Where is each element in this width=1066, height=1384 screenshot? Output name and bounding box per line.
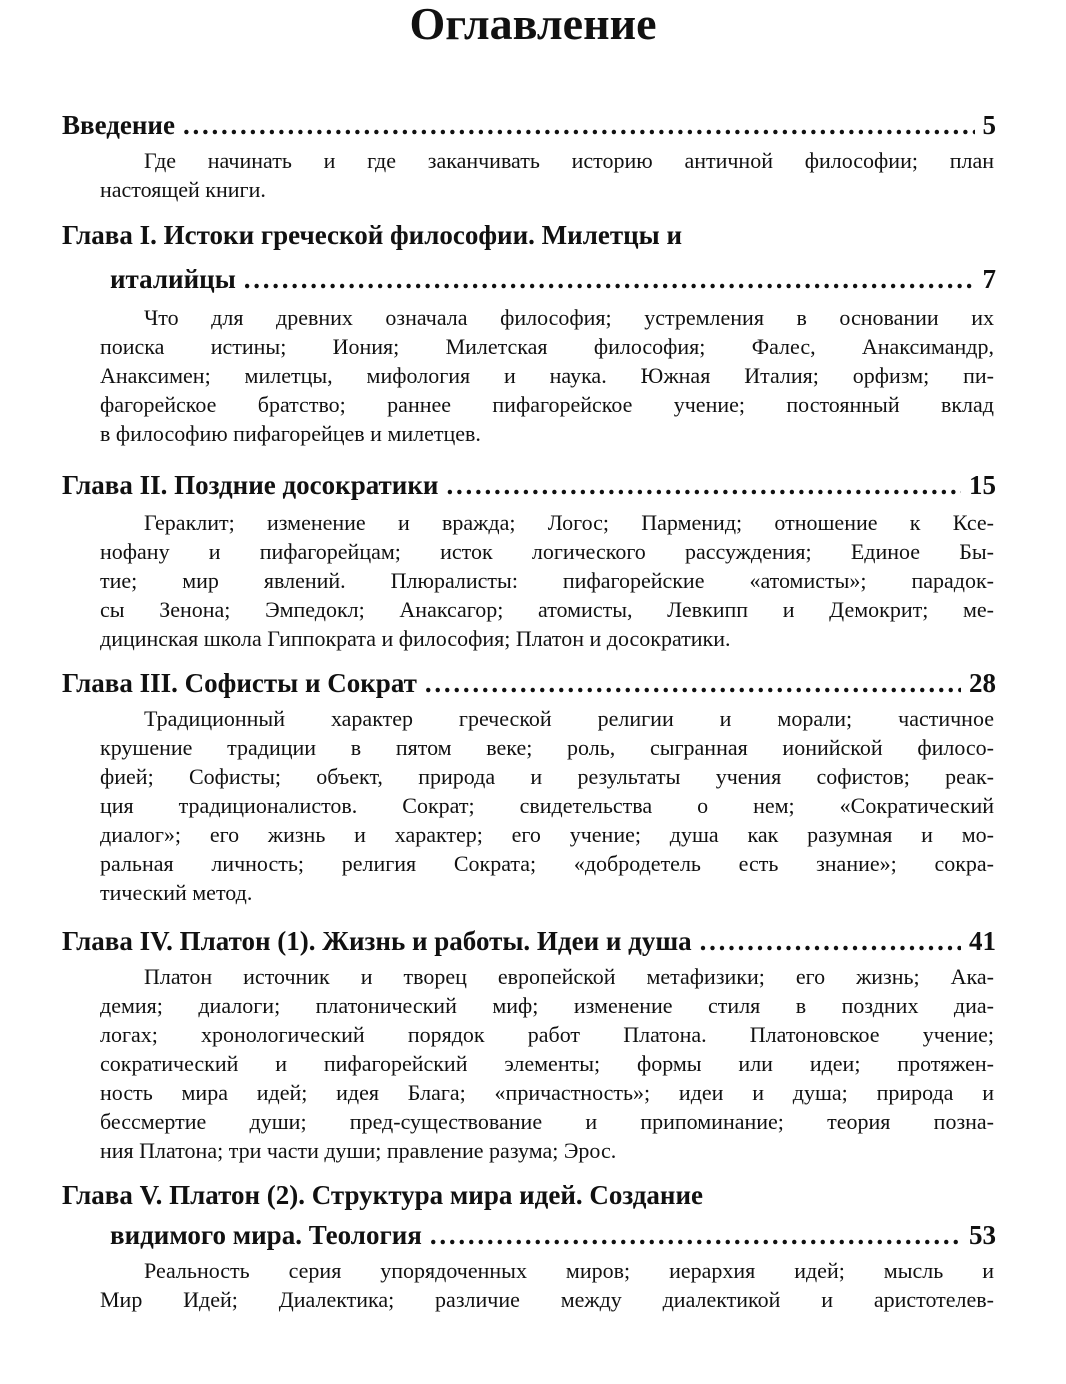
- dot-leader: [700, 924, 961, 958]
- dot-leader: [446, 468, 961, 502]
- toc-entry-ch2[interactable]: [62, 468, 996, 502]
- dot-leader: [425, 666, 961, 700]
- dot-leader: [430, 1218, 961, 1252]
- toc-entry-description: [100, 704, 994, 907]
- description-line: фагорейское братство; раннее пифагорейское учение; постоянный вклад: [100, 392, 994, 417]
- toc-entry-heading: Введение: [62, 110, 175, 140]
- toc-entry-heading: италийцы: [110, 264, 236, 294]
- toc-page-number: 41: [969, 926, 996, 956]
- description-line: ность мира идей; идея Блага; «причастность»; идеи и душа; природа и: [100, 1080, 994, 1105]
- description-line: бессмертие души; пред-существование и припоминание; теория позна-: [100, 1109, 994, 1134]
- description-line: крушение традиции в пятом веке; роль, сыгранная ионийской филосо-: [100, 735, 994, 760]
- description-line: Где начинать и где заканчивать историю античной философии; план: [144, 148, 994, 173]
- description-line: Мир Идей; Диалектика; различие между диалектикой и аристотелев-: [100, 1287, 994, 1312]
- description-line: ральная личность; религия Сократа; «добродетель есть знание»; сокра-: [100, 851, 994, 876]
- toc-entry-heading: Глава III. Софисты и Сократ: [62, 668, 417, 698]
- description-line: настоящей книги.: [100, 177, 266, 202]
- toc-entry-heading: Глава IV. Платон (1). Жизнь и работы. Идеи и душа: [62, 926, 692, 956]
- toc-page-number: 28: [969, 668, 996, 698]
- toc-entry-ch5[interactable]: [110, 1218, 996, 1252]
- description-line: сы Зенона; Эмпедокл; Анаксагор; атомисты, Левкипп и Демокрит; ме-: [100, 597, 994, 622]
- description-line: в философию пифагорейцев и милетцев.: [100, 421, 481, 446]
- dot-leader: [244, 262, 975, 296]
- description-line: логах; хронологический порядок работ Платона. Платоновское учение;: [100, 1022, 994, 1047]
- toc-page-number: 5: [982, 110, 996, 140]
- description-line: диалог»; его жизнь и характер; его учение; душа как разумная и мо-: [100, 822, 994, 847]
- description-line: Реальность серия упорядоченных миров; иерархия идей; мысль и: [144, 1258, 994, 1283]
- description-line: поиска истины; Иония; Милетская философия; Фалес, Анаксимандр,: [100, 334, 994, 359]
- description-line: демия; диалоги; платонический миф; изменение стиля в поздних диа-: [100, 993, 994, 1018]
- toc-entry-heading: видимого мира. Теология: [110, 1220, 422, 1250]
- description-line: тический метод.: [100, 880, 253, 905]
- toc-entry-intro[interactable]: [62, 108, 996, 142]
- toc-page-number: 15: [969, 470, 996, 500]
- description-line: Гераклит; изменение и вражда; Логос; Парменид; отношение к Ксе-: [144, 510, 994, 535]
- toc-entry-ch3[interactable]: [62, 666, 996, 700]
- description-line: Платон источник и творец европейской метафизики; его жизнь; Ака-: [144, 964, 994, 989]
- toc-entry-ch5-heading[interactable]: Глава V. Платон (2). Структура мира идей. Создание: [62, 1180, 703, 1210]
- dot-leader: [183, 108, 975, 142]
- toc-entry-description: [100, 146, 994, 204]
- toc-entry-ch1[interactable]: [110, 262, 996, 296]
- description-line: дицинская школа Гиппократа и философия; Платон и досократики.: [100, 626, 731, 651]
- toc-entry-description: [100, 508, 994, 653]
- description-line: сократический и пифагорейский элементы; формы или идеи; протяжен-: [100, 1051, 994, 1076]
- description-line: нофану и пифагорейцам; исток логического рассуждения; Единое Бы-: [100, 539, 994, 564]
- toc-page-number: 7: [982, 264, 996, 294]
- description-line: тие; мир явлений. Плюралисты: пифагорейские «атомисты»; парадок-: [100, 568, 994, 593]
- toc-entry-description: [100, 303, 994, 448]
- description-line: ния Платона; три части души; правление разума; Эрос.: [100, 1138, 617, 1163]
- toc-entry-description: [100, 1256, 994, 1314]
- description-line: Что для древних означала философия; устремления в основании их: [144, 305, 994, 330]
- toc-entry-heading: Глава II. Поздние досократики: [62, 470, 439, 500]
- description-line: фией; Софисты; объект, природа и результаты учения софистов; реак-: [100, 764, 994, 789]
- toc-entry-ch4[interactable]: [62, 924, 996, 958]
- description-line: Традиционный характер греческой религии и морали; частичное: [144, 706, 994, 731]
- description-line: Анаксимен; милетцы, мифология и наука. Южная Италия; орфизм; пи-: [100, 363, 994, 388]
- page-title: Оглавление: [409, 0, 657, 49]
- description-line: ция традиционалистов. Сократ; свидетельства о нем; «Сократический: [100, 793, 994, 818]
- toc-entry-description: [100, 962, 994, 1165]
- toc-entry-ch1-heading[interactable]: Глава I. Истоки греческой философии. Милетцы и: [62, 220, 683, 250]
- toc-page-number: 53: [969, 1220, 996, 1250]
